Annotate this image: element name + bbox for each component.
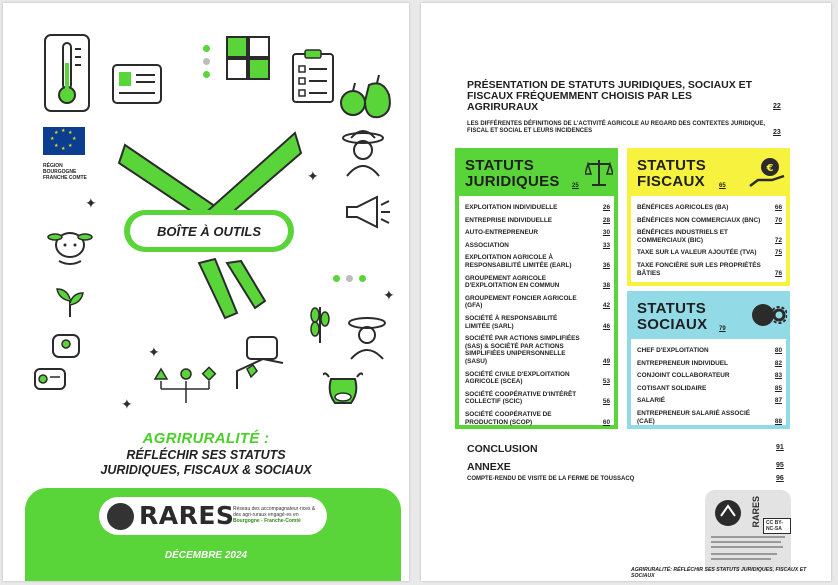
chat-icon bbox=[33, 367, 67, 395]
toc-entry-label: GROUPEMENT FONCIER AGRICOLE (GFA) bbox=[465, 294, 577, 310]
id-card-icon bbox=[111, 63, 165, 107]
toc-entry[interactable] bbox=[465, 411, 610, 426]
toc-entry[interactable] bbox=[465, 242, 610, 250]
toc-entry[interactable] bbox=[637, 347, 782, 355]
wheat-icon bbox=[305, 303, 335, 343]
profile-icon bbox=[51, 333, 81, 359]
cover-page bbox=[3, 3, 409, 581]
decor-dot bbox=[333, 275, 340, 282]
toc-entry-page-number[interactable]: 83 bbox=[774, 372, 782, 380]
toc-entry[interactable] bbox=[637, 360, 782, 368]
sparkle-icon: ✦ bbox=[121, 396, 133, 412]
toc-entry-label: EXPLOITATION INDIVIDUELLE bbox=[465, 204, 558, 211]
toc-entry-label: AUTO-ENTREPRENEUR bbox=[465, 229, 539, 237]
toc-entry[interactable] bbox=[465, 254, 610, 269]
entries-list bbox=[631, 196, 786, 282]
rares-logo-icon bbox=[107, 503, 134, 530]
toc-entry-label: CONJOINT COLLABORATEUR bbox=[637, 372, 730, 380]
conclusion-label[interactable]: CONCLUSION bbox=[467, 443, 538, 455]
toc-entry[interactable] bbox=[637, 217, 782, 225]
cover-title-line3: JURIDIQUES, FISCAUX & SOCIAUX bbox=[100, 463, 312, 477]
rares-description bbox=[233, 506, 323, 524]
toc-entry[interactable] bbox=[637, 397, 782, 405]
toc-entry[interactable] bbox=[465, 295, 610, 310]
toc-entry-label: ENTREPRENEUR SALARIÉ ASSOCIÉ (CAE) bbox=[637, 410, 751, 425]
toc-entry[interactable] bbox=[465, 217, 610, 225]
toc-entry-page-number[interactable]: 82 bbox=[774, 359, 782, 367]
box-title-2: JURIDIQUES bbox=[465, 173, 560, 190]
toolbox-pill bbox=[124, 210, 294, 252]
toc-entry[interactable] bbox=[465, 229, 610, 237]
cover-title-line1: AGRIRURALITÉ : bbox=[142, 430, 270, 447]
annexe-page-number[interactable]: 95 bbox=[776, 462, 784, 469]
rares-desc-part: Réseau des accompagnateur·rices & des agri·ruraux engagé·es en bbox=[233, 506, 316, 518]
toc-entry-label: CHEF D'EXPLOITATION bbox=[637, 347, 709, 354]
annexe-label[interactable]: ANNEXE bbox=[467, 461, 511, 473]
sparkle-icon: ✦ bbox=[383, 287, 395, 303]
toc-entry[interactable] bbox=[637, 262, 782, 277]
sparkle-icon: ✦ bbox=[85, 195, 97, 211]
toolbox-label: BOÎTE À OUTILS bbox=[130, 215, 288, 247]
toc-entry-page-number[interactable]: 88 bbox=[774, 417, 782, 425]
box-title-2: SOCIAUX bbox=[637, 316, 708, 333]
box-statuts-juridiques bbox=[455, 148, 618, 429]
toc-entry-label: GROUPEMENT AGRICOLE D'EXPLOITATION EN COMMUN bbox=[465, 274, 560, 290]
toc-entry-label: COTISANT SOLIDAIRE bbox=[637, 384, 707, 392]
toc-entry[interactable] bbox=[637, 385, 782, 393]
toc-entry-label: ASSOCIATION bbox=[465, 241, 509, 249]
entries-list bbox=[459, 196, 614, 425]
rares-desc-region: Bourgogne - Franche-Comté bbox=[233, 518, 301, 524]
annexe-sub-label[interactable]: COMPTE-RENDU DE VISITE DE LA FERME DE TOUSSACQ bbox=[467, 476, 635, 482]
toc-entry-label: SOCIÉTÉ À RESPONSABILITÉ LIMITÉE (SARL) bbox=[465, 315, 558, 330]
money-hand-icon bbox=[748, 156, 786, 190]
rares-logo-text: RARES bbox=[139, 501, 235, 530]
toc-entry-label: BÉNÉFICES NON COMMERCIAUX (BNC) bbox=[637, 216, 761, 224]
toc-entry-page-number[interactable]: 36 bbox=[602, 261, 610, 269]
toc-entry-page-number[interactable]: 76 bbox=[774, 269, 782, 277]
toc-entry-label: BÉNÉFICES AGRICOLES (BA) bbox=[637, 204, 729, 211]
toc-entry[interactable] bbox=[637, 229, 782, 244]
toc-entry[interactable] bbox=[465, 335, 610, 365]
toc-page bbox=[421, 3, 831, 581]
toc-entry-label: EXPLOITATION AGRICOLE À RESPONSABILITÉ LIMITÉE (EARL) bbox=[465, 254, 572, 269]
box-page-number[interactable]: 79 bbox=[719, 326, 726, 332]
toc-entry[interactable] bbox=[637, 249, 782, 257]
intro-sub-page-number[interactable]: 23 bbox=[773, 129, 781, 136]
sheep-icon bbox=[45, 225, 95, 267]
toc-entry-page-number[interactable]: 60 bbox=[602, 418, 610, 426]
decor-dot bbox=[203, 71, 210, 78]
sparkle-icon: ✦ bbox=[307, 168, 319, 184]
toc-entry[interactable] bbox=[465, 315, 610, 330]
scales-icon bbox=[585, 158, 613, 188]
flowchart-icon bbox=[153, 365, 219, 407]
region-label: RÉGION BOURGOGNE FRANCHE COMTE bbox=[43, 163, 87, 181]
box-header bbox=[631, 152, 786, 196]
toc-entry-label: TAXE FONCIÈRE SUR LES PROPRIÉTÉS BÂTIES bbox=[637, 262, 761, 277]
sparkle-icon: ✦ bbox=[148, 344, 160, 360]
box-title-1: STATUTS bbox=[637, 157, 707, 174]
decor-dot bbox=[346, 275, 353, 282]
toc-entry-label: SOCIÉTÉ CIVILE D'EXPLOITATION AGRICOLE (SCEA) bbox=[465, 370, 570, 386]
toc-entry[interactable] bbox=[637, 372, 782, 380]
toc-entry[interactable] bbox=[465, 391, 610, 406]
toc-entry-page-number[interactable]: 28 bbox=[602, 216, 610, 224]
licence-text-line bbox=[711, 558, 771, 560]
person-gear-icon bbox=[749, 301, 787, 333]
toc-entry-page-number[interactable]: 38 bbox=[602, 282, 610, 290]
licence-text-line bbox=[711, 541, 781, 543]
hand-gift-icon bbox=[233, 333, 293, 395]
toc-entry-page-number[interactable]: 42 bbox=[602, 302, 610, 310]
box-statuts-sociaux bbox=[627, 291, 790, 429]
megaphone-icon bbox=[343, 193, 393, 233]
toc-entry-label: SOCIÉTÉ COOPÉRATIVE DE PRODUCTION (SCOP) bbox=[465, 411, 552, 426]
farmer-2-icon bbox=[347, 313, 387, 361]
toc-entry[interactable] bbox=[465, 275, 610, 290]
licence-text-line bbox=[711, 536, 785, 538]
box-page-number[interactable]: 65 bbox=[719, 183, 726, 189]
toc-entry-page-number[interactable]: 53 bbox=[602, 378, 610, 386]
toc-entry-page-number[interactable]: 26 bbox=[602, 204, 610, 211]
intro-subtitle[interactable]: LES DIFFÉRENTES DÉFINITIONS DE L'ACTIVITÉ AGRICOLE AU REGARD DES CONTEXTES JURIDIQUE, FISCAL ET SOCIAL ET LEURS INCIDENCES bbox=[467, 121, 766, 134]
licence-logo-text: RARES bbox=[751, 496, 761, 528]
toc-entry-page-number[interactable]: 87 bbox=[774, 397, 782, 405]
eu-flag-logo: ★ ★ ★ ★ ★ ★ ★ ★ bbox=[43, 127, 85, 155]
cc-license-badge[interactable]: CC BY-NC-SA bbox=[763, 518, 791, 534]
svg-text:€: € bbox=[766, 163, 774, 174]
toc-entry-page-number[interactable]: 33 bbox=[602, 241, 610, 249]
licence-text-line bbox=[711, 553, 777, 555]
decor-dot bbox=[359, 275, 366, 282]
cover-date: DÉCEMBRE 2024 bbox=[164, 550, 248, 561]
toc-entry-label: ENTREPRISE INDIVIDUELLE bbox=[465, 216, 552, 224]
entries-list bbox=[631, 339, 786, 425]
box-title-2: FISCAUX bbox=[637, 173, 705, 190]
thermometer-icon bbox=[43, 33, 91, 113]
licence-box bbox=[705, 490, 791, 570]
toc-entry-page-number[interactable]: 30 bbox=[602, 229, 610, 237]
toc-entry[interactable] bbox=[465, 371, 610, 386]
licence-text-line bbox=[711, 546, 783, 548]
toc-entry[interactable] bbox=[465, 204, 610, 212]
toc-entry-page-number[interactable]: 75 bbox=[774, 249, 782, 257]
box-title-1: STATUTS bbox=[637, 300, 707, 317]
toc-entry-label: SOCIÉTÉ COOPÉRATIVE D'INTÉRÊT COLLECTIF (SCIC) bbox=[465, 390, 577, 406]
decor-dot bbox=[203, 58, 210, 65]
toc-entry-page-number[interactable]: 85 bbox=[774, 384, 782, 392]
box-page-number[interactable]: 25 bbox=[572, 183, 579, 189]
toc-entry-page-number[interactable]: 49 bbox=[602, 357, 610, 365]
rares-small-logo-icon bbox=[713, 498, 749, 528]
toc-entry-label: SALARIÉ bbox=[637, 397, 666, 405]
cow-icon bbox=[323, 371, 363, 407]
toc-entry-page-number[interactable]: 46 bbox=[602, 322, 610, 330]
checklist-icon bbox=[291, 48, 339, 106]
box-header bbox=[631, 295, 786, 339]
intro-title[interactable]: PRÉSENTATION DE STATUTS JURIDIQUES, SOCIAUX ET FISCAUX FRÉQUEMMENT CHOISIS PAR LES AGRIRURAUX bbox=[467, 79, 753, 113]
box-title-1: STATUTS bbox=[465, 157, 535, 174]
toc-entry-label: SOCIÉTÉ PAR ACTIONS SIMPLIFIÉES (SAS) & SOCIÉTÉ PAR ACTIONS SIMPLIFIÉES UNIPERSONNELLE (SASU) bbox=[465, 335, 580, 365]
toc-entry-page-number[interactable]: 56 bbox=[602, 398, 610, 406]
vegetables-icon bbox=[339, 73, 395, 121]
intro-page-number[interactable]: 22 bbox=[773, 103, 781, 110]
toc-entry-label: BÉNÉFICES INDUSTRIELS ET COMMERCIAUX (BIC) bbox=[637, 229, 728, 244]
toc-entry[interactable] bbox=[637, 204, 782, 212]
page-footer: AGRIRURALITÉ: RÉFLÉCHIR SES STATUTS JURIDIQUES, FISCAUX ET SOCIAUX bbox=[631, 567, 807, 579]
box-header bbox=[459, 152, 614, 196]
farmer-icon bbox=[341, 128, 385, 178]
toc-entry-label: TAXE SUR LA VALEUR AJOUTÉE (TVA) bbox=[637, 249, 757, 257]
decor-dot bbox=[203, 45, 210, 52]
toc-entry[interactable] bbox=[637, 410, 782, 425]
rares-logo-block bbox=[99, 497, 327, 535]
seedling-icon bbox=[55, 287, 85, 319]
box-statuts-fiscaux bbox=[627, 148, 790, 286]
toc-entry-page-number[interactable]: 66 bbox=[774, 204, 782, 211]
conclusion-page-number[interactable]: 91 bbox=[776, 444, 784, 451]
annexe-sub-page-number[interactable]: 96 bbox=[776, 475, 784, 482]
toc-entry-page-number[interactable]: 70 bbox=[774, 216, 782, 224]
cover-title-line2: RÉFLÉCHIR SES STATUTS bbox=[126, 448, 286, 462]
toc-entry-page-number[interactable]: 80 bbox=[774, 347, 782, 354]
puzzle-icon bbox=[223, 33, 273, 85]
toc-entry-page-number[interactable]: 72 bbox=[774, 236, 782, 244]
toc-entry-label: ENTREPRENEUR INDIVIDUEL bbox=[637, 359, 728, 367]
